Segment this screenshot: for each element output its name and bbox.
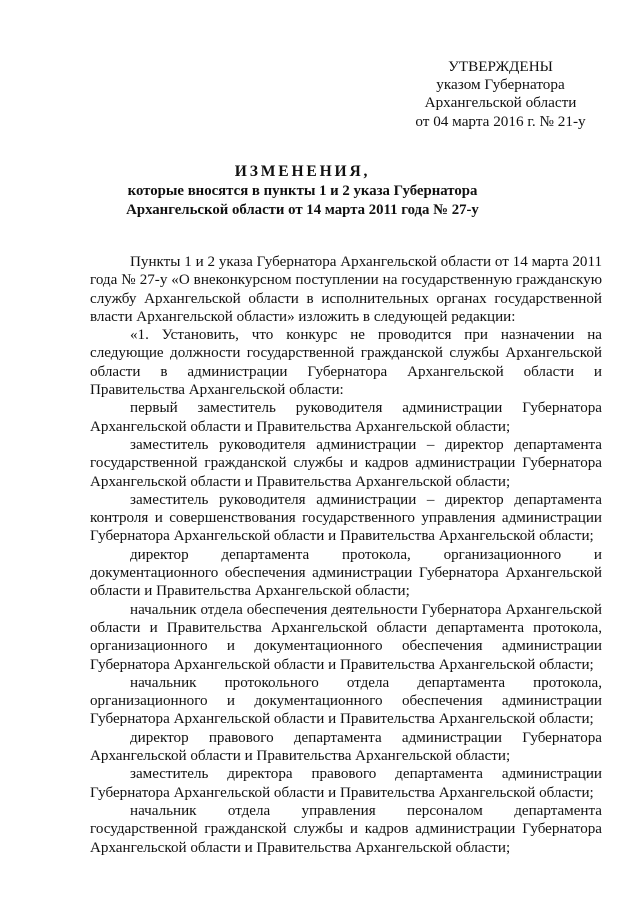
approval-stamp [398,58,603,131]
approval-line-4: от 04 марта 2016 г. № 21-у [415,112,586,130]
position-item: директор правового департамента администрации Губернатора Архангельской области и Правительства Архангельской области; [90,729,602,765]
title-heading: ИЗМЕНЕНИЯ, [234,163,371,180]
approval-line-2: указом Губернатора [436,76,565,94]
approval-line-3: Архангельской области [424,94,577,112]
position-item: начальник протокольного отдела департамента протокола, организационного и документационного обеспечения администрации Губернатора Архангельской области и Правительства Архангельской области; [90,674,602,728]
document-body [90,253,602,857]
position-item: заместитель руководителя администрации – директор департамента государственной гражданской службы и кадров администрации Губернатора Архангельской области и Правительства Архангельской области; [90,436,602,490]
position-item: заместитель директора правового департамента администрации Губернатора Архангельской области и Правительства Архангельской области; [90,766,602,801]
title-subheading-1: которые вносятся в пункты 1 и 2 указа Губернатора [127,183,478,199]
intro-paragraph: Пункты 1 и 2 указа Губернатора Архангельской области от 14 марта 2011 года № 27-у «О внеконкурсном поступлении на государственную гражданскую службу Архангельской области в исполнительных органах государственной власти Архангельской области» изложить в следующей редакции: [90,254,602,325]
position-item: начальник отдела управления персоналом департамента государственной гражданской службы и кадров администрации Губернатора Архангельской области и Правительства Архангельской области; [90,802,602,856]
position-item: начальник отдела обеспечения деятельности Губернатора Архангельской области и Правительства Архангельской области департамента протокола, организационного и документационного обеспечения администрации Губернатора Архангельской области и Правительства Архангельской области; [90,601,602,673]
clause-1-paragraph: «1. Установить, что конкурс не проводится при назначении на следующие должности государственной гражданской службы Архангельской области в администрации Губернатора Архангельской области и Правительства Архангельской области: [90,327,602,399]
position-item: директор департамента протокола, организационного и документационного обеспечения администрации Губернатора Архангельской области и Правительства Архангельской области; [90,546,602,600]
position-item: первый заместитель руководителя администрации Губернатора Архангельской области и Правительства Архангельской области; [90,400,602,435]
document-title [80,162,525,219]
approval-line-1: УТВЕРЖДЕНЫ [448,58,553,75]
title-subheading-2: Архангельской области от 14 марта 2011 года № 27-у [126,201,479,218]
position-item: заместитель руководителя администрации – директор департамента контроля и совершенствования государственного управления администрации Губернатора Архангельской области и Правительства Архангельской области; [90,491,602,545]
